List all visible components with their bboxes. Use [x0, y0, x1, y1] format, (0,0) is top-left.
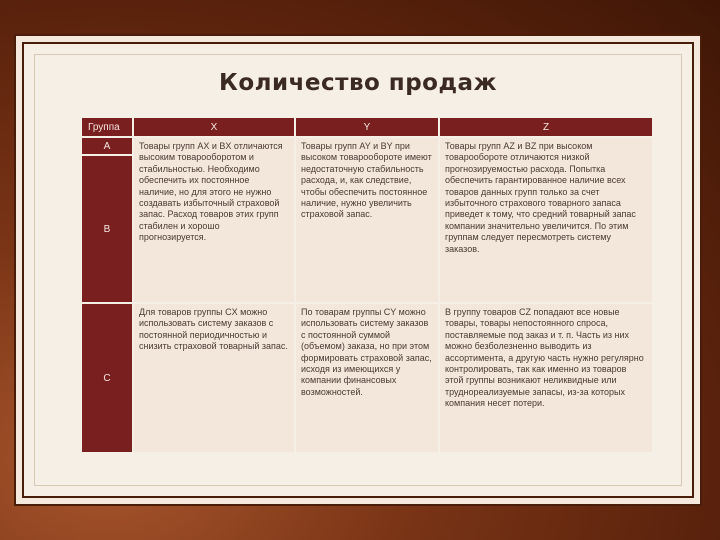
header-z: Z [440, 118, 652, 136]
row-a [82, 138, 652, 154]
header-y: Y [296, 118, 438, 136]
row-c-label: C [82, 304, 132, 452]
cell-ab-z: Товары групп AZ и BZ при высоком товарообороте отличаются низкой прогнозируемостью расхода. Попытка обеспечить гарантированное наличие всех товаров данных групп только за счет избыточного страхового товарного запаса приведет к тому, что средний товарный запас компании значительно увеличится. По этим группам следует пересмотреть систему заказов. [440, 138, 652, 302]
slide-frame [22, 42, 694, 498]
header-row [82, 118, 652, 136]
abc-xyz-table [80, 116, 654, 454]
row-b-label: B [82, 156, 132, 302]
cell-ab-y: Товары групп AY и BY при высоком товарообороте имеют недостаточную стабильность расхода, и, как следствие, чтобы обеспечить постоянное наличие, нужно увеличить страховой запас. [296, 138, 438, 302]
cell-ab-x: Товары групп AX и BX отличаются высоким товарооборотом и стабильностью. Необходимо обеспечить их постоянное наличие, но для этого не нужно создавать избыточный страховой запас. Расход товаров этих групп стабилен и хорошо прогнозируется. [134, 138, 294, 302]
row-c [82, 304, 652, 452]
cell-c-x: Для товаров группы CX можно использовать систему заказов с постоянной периодичностью и снизить страховой товарный запас. [134, 304, 294, 452]
slide-title: Количество продаж [219, 70, 497, 96]
cell-c-z: В группу товаров CZ попадают все новые товары, товары непостоянного спроса, поставляемые под заказ и т. п. Часть из них можно безболезненно выводить из ассортимента, а другую часть нужно регулярно контролировать, так как именно из товаров этой группы возникают неликвидные или труднореализуемые запасы, из-за которых компания несет потери. [440, 304, 652, 452]
cell-c-y: По товарам группы CY можно использовать систему заказов с постоянной суммой (объемом) заказа, но при этом формировать страховой запас, исходя из имеющихся у компании финансовых возможностей. [296, 304, 438, 452]
row-a-label: A [82, 138, 132, 154]
header-x: X [134, 118, 294, 136]
header-group: Группа [82, 118, 132, 136]
